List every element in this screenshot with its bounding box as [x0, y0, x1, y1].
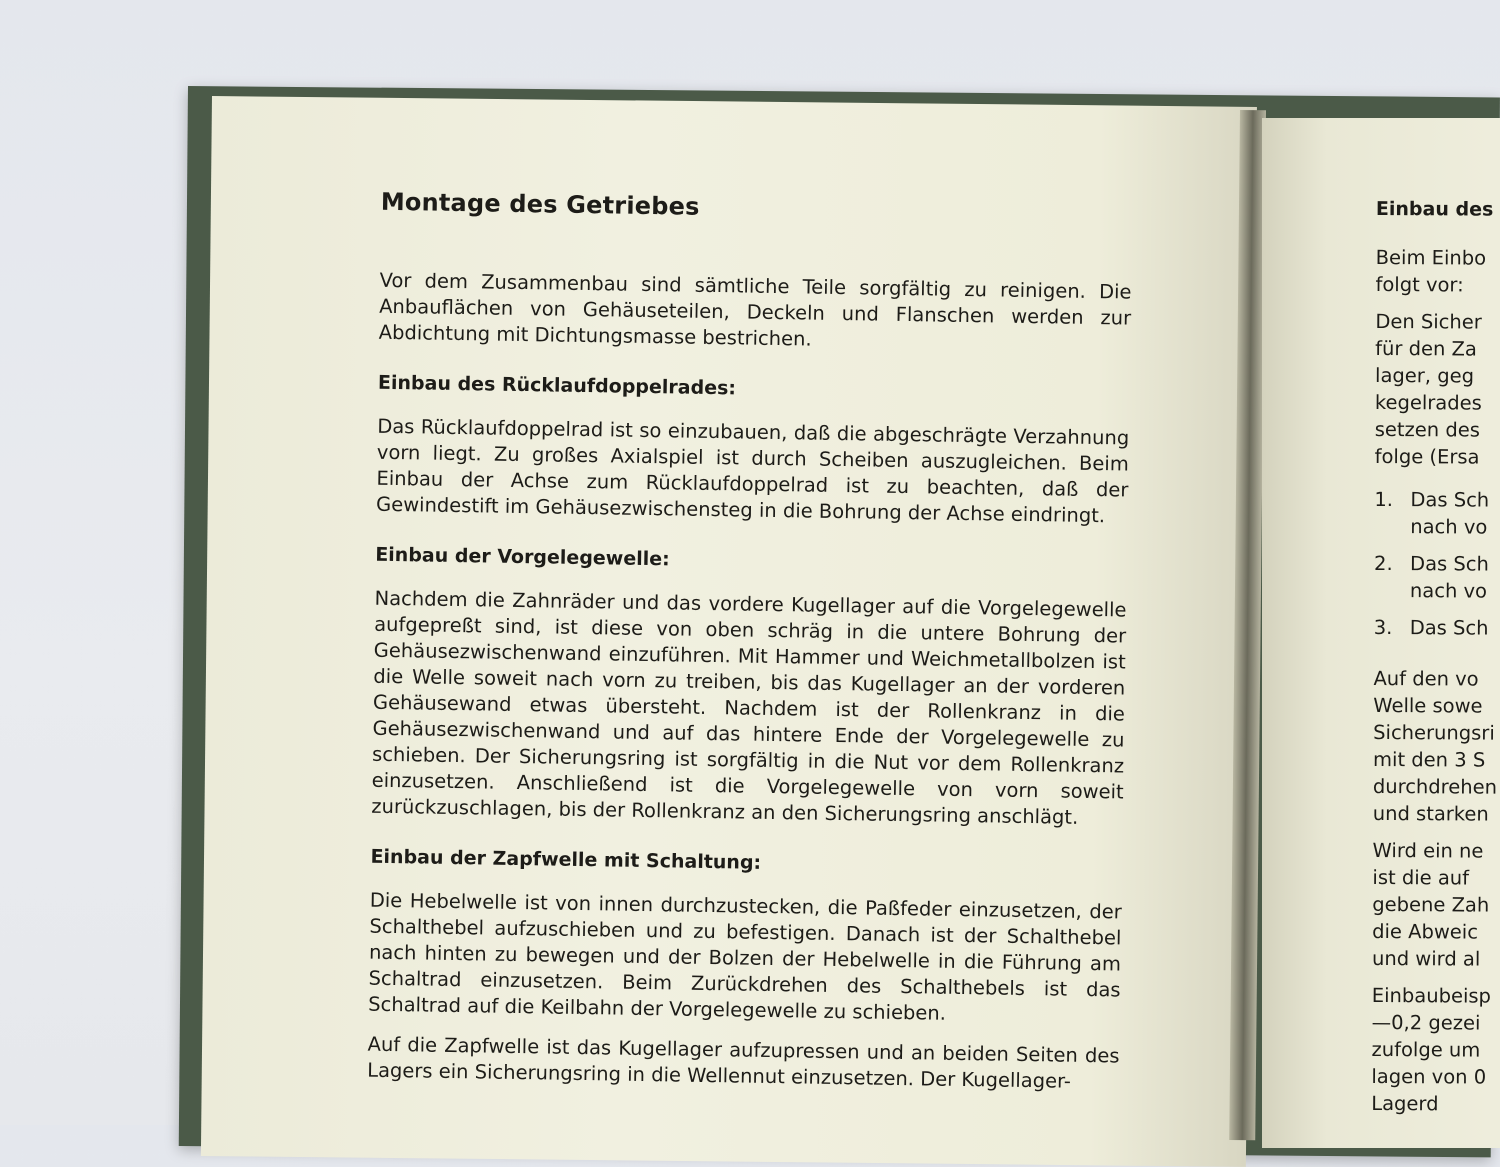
text-line: —0,2 gezei: [1371, 1010, 1481, 1035]
text-line: Beim Einbo: [1375, 245, 1487, 270]
text-line: folge (Ersa: [1374, 444, 1480, 469]
section-heading-ruecklaufdoppelrad: Einbau des Rücklaufdoppelrades:: [377, 371, 737, 400]
text-line: Das Sch: [1410, 552, 1489, 576]
text-line: Lagerd: [1371, 1091, 1439, 1116]
list-item: [1374, 486, 1500, 541]
text-line: Auf den vo: [1373, 666, 1479, 691]
text-line: ist die auf: [1372, 865, 1470, 890]
section-heading-zapfwelle: Einbau der Zapfwelle mit Schaltung:: [370, 845, 762, 874]
text-line: lager, geg: [1375, 363, 1475, 388]
text-line: folgt vor:: [1375, 272, 1464, 297]
list-number: 3.: [1373, 615, 1393, 640]
right-page: [1262, 118, 1500, 1148]
intro-paragraph: Vor dem Zusammenbau sind sämtliche Teile sorgfältig zu reinigen. Die Anbauflächen von Gehäuseteilen, Deckeln und Flanschen werden zur Abdichtung mit Dichtungsmasse bestrichen.: [378, 268, 1132, 351]
text-line: Wird ein ne: [1372, 838, 1484, 863]
list-item: [1374, 614, 1500, 642]
text-line: setzen des: [1374, 417, 1480, 442]
section-paragraph: Das Rücklaufdoppelrad ist so einzubauen, daß die abgeschrägte Verzahnung vorn liegt. Zu großes Axialspiel ist durch Scheiben auszugleichen. Beim Einbau der Achse zum Rücklaufdoppelrad ist zu beachten, daß der Gewindestift im Gehäusezwischensteg in die Bohrung der Achse eindringt.: [375, 414, 1130, 528]
text-line: für den Za: [1375, 336, 1477, 361]
text-line: kegelrades: [1374, 390, 1482, 415]
section-paragraph: Nachdem die Zahnräder und das vordere Kugellager auf die Vorgelegewelle aufgepreßt sind, ist diese von oben schräg in die untere Bohrung der Gehäusezwischenwand einzuführen. Mit Hammer und Weichmetallbolzen ist die Welle soweit nach vorn zu treiben, bis das Kugellager an der vorderen Gehäusewand etwas übersteht. Nachdem ist der Rollenkranz in die Gehäusezwischenwand und auf das hintere Ende der Vorgelegewelle zu schieben. Der Sicherungsring ist sorgfältig in die Nut vor dem Rollenkranz einzusetzen. Anschließend ist die Vorgelegewelle von vorn soweit zurückzuschlagen, bis der Rollenkranz an den Sicherungsring anschlägt.: [371, 586, 1127, 829]
list-number: 1.: [1374, 487, 1394, 512]
text-line: Welle sowe: [1373, 693, 1483, 718]
text-line: und starken: [1372, 801, 1489, 826]
right-page-heading: Einbau des: [1375, 198, 1494, 221]
section-heading-vorgelegewelle: Einbau der Vorgelegewelle:: [375, 543, 670, 571]
text-line: Den Sicher: [1375, 309, 1482, 334]
text-line: und wird al: [1371, 946, 1481, 971]
right-page-content: [1371, 198, 1500, 1118]
section-paragraph: Die Hebelwelle ist von innen durchzustecken, die Paßfeder einzusetzen, der Schalthebel aufzuschieben und zu befestigen. Danach ist der Schalthebel nach hinten zu bewegen und der Bolzen der Hebelwelle in die Führung am Schaltrad einzusetzen. Beim Zurückdrehen des Schalthebels ist das Schaltrad auf die Keilbahn der Vorgelegewelle zu schieben.: [368, 888, 1122, 1025]
page-title: Montage des Getriebes: [380, 187, 700, 221]
text-line: Das Sch: [1409, 616, 1489, 640]
text-line: Einbaubeisp: [1371, 983, 1492, 1008]
text-line: nach vo: [1409, 579, 1488, 603]
text-line: Das Sch: [1410, 488, 1490, 512]
text-line: die Abweic: [1372, 919, 1479, 944]
text-line: lagen von 0: [1371, 1064, 1487, 1089]
list-item: [1374, 550, 1500, 605]
text-line: zufolge um: [1371, 1037, 1481, 1062]
list-number: 2.: [1374, 551, 1393, 576]
section-paragraph: Auf die Zapfwelle ist das Kugellager aufzupressen und an beiden Seiten des Lagers ein Sicherungsring in die Wellennut einzusetzen. Der Kugellager-: [367, 1032, 1120, 1093]
text-line: mit den 3 S: [1372, 747, 1486, 772]
text-line: gebene Zah: [1372, 892, 1490, 917]
left-page-content: [367, 188, 1133, 1122]
text-line: durchdrehen: [1372, 774, 1498, 799]
text-line: Sicherungsri: [1373, 720, 1495, 745]
left-page: [201, 96, 1257, 1167]
text-line: nach vo: [1410, 515, 1488, 539]
